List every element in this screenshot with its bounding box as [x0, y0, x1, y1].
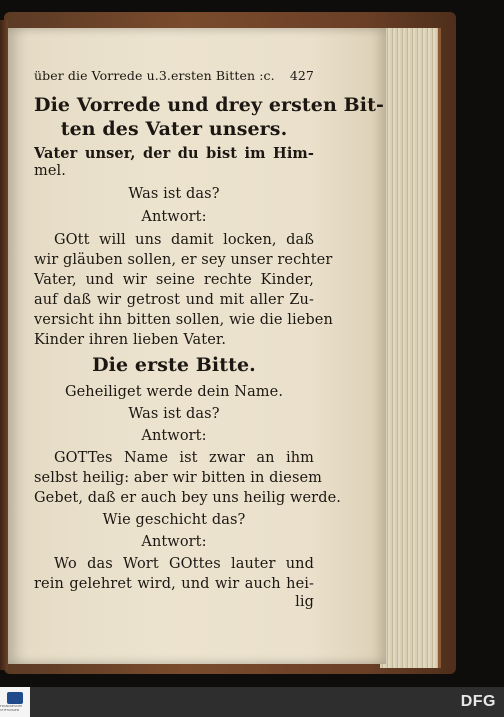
- catchword: lig: [295, 594, 314, 610]
- text-line: Kinder ihren lieben Vater.: [34, 332, 227, 348]
- text-line: wir gläuben sollen, er sey unser rechter: [34, 252, 333, 268]
- book-spine: [0, 20, 8, 670]
- running-head-title: über die Vorrede u.3.ersten Bitten :c.: [34, 68, 275, 83]
- text-line: GOTTes Name ist zwar an ihm: [54, 450, 314, 466]
- section-title: Die erste Bitte.: [92, 354, 256, 376]
- chapter-title-line-1: Die Vorrede und drey ersten Bit-: [34, 94, 384, 116]
- text-line: GOtt will uns damit locken, daß: [54, 232, 314, 248]
- text-line: selbst heilig: aber wir bitten in diesem: [34, 470, 323, 486]
- text-line: Vater, und wir seine rechte Kinder,: [34, 272, 314, 288]
- answer-label: Antwort:: [141, 534, 207, 550]
- page-number: 427: [289, 68, 314, 83]
- dfg-logo[interactable]: DFG: [460, 693, 496, 710]
- text-line: auf daß wir getrost und mit aller Zu-: [34, 292, 314, 308]
- text-line: Gebet, daß er auch bey uns heilig werde.: [34, 490, 341, 506]
- library-logo[interactable]: [0, 687, 30, 717]
- question-heading: Wie geschicht das?: [102, 512, 246, 528]
- book-page: [8, 28, 386, 664]
- question-heading: Was ist das?: [128, 406, 220, 422]
- petition-line: Geheiliget werde dein Name.: [64, 384, 284, 400]
- text-line: rein gelehret wird, und wir auch hei-: [34, 576, 314, 592]
- answer-label: Antwort:: [141, 428, 207, 444]
- page-edges: [380, 28, 441, 668]
- text-line: Wo das Wort GOttes lauter und: [54, 556, 314, 572]
- running-head: [34, 68, 314, 83]
- text-line: mel.: [34, 163, 66, 179]
- footer-bar: [0, 687, 504, 717]
- text-line: versicht ihn bitten sollen, wie die lieben: [34, 312, 333, 328]
- library-logo-icon: [7, 692, 23, 704]
- question-heading: Was ist das?: [128, 186, 220, 202]
- chapter-title-line-2: ten des Vater unsers.: [60, 118, 288, 140]
- library-logo-text: FRANCKESCHE STIFTUNGEN: [0, 704, 23, 712]
- text-line: Vater unser, der du bist im Him-: [34, 145, 314, 162]
- answer-label: Antwort:: [141, 209, 207, 225]
